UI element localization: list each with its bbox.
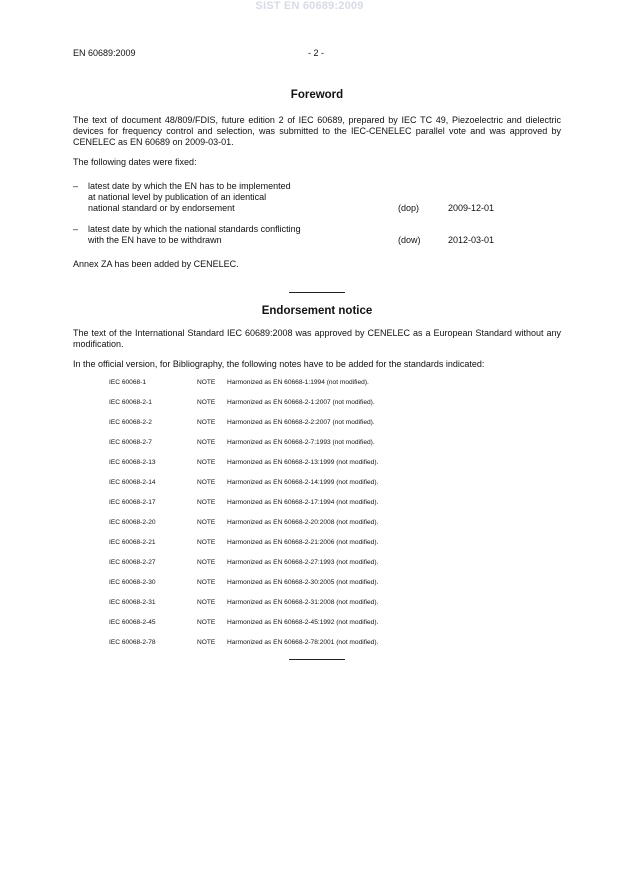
date-description [88, 224, 328, 246]
note-label: NOTE [197, 619, 216, 626]
page-number: - 2 - [307, 48, 324, 58]
dates-intro: The following dates were fixed: [73, 157, 197, 167]
note-row [109, 399, 561, 419]
note-text: Harmonized as EN 60668-2-27:1993 (not modified). [227, 559, 379, 566]
note-label: NOTE [197, 379, 216, 386]
note-label: NOTE [197, 419, 216, 426]
standard-ref: IEC 60068-2-30 [109, 579, 156, 586]
date-item-dow [73, 224, 561, 246]
note-row [109, 479, 561, 499]
date-description [88, 181, 328, 214]
note-label: NOTE [197, 599, 216, 606]
note-row [109, 639, 561, 659]
note-row [109, 459, 561, 479]
note-text: Harmonized as EN 60668-2-30:2005 (not modified). [227, 579, 379, 586]
standard-ref: IEC 60068-2-78 [109, 639, 156, 646]
note-label: NOTE [197, 499, 216, 506]
date-item-dop [73, 181, 561, 214]
note-text: Harmonized as EN 60668-2-21:2006 (not modified). [227, 539, 379, 546]
standard-ref: IEC 60068-2-14 [109, 479, 156, 486]
note-text: Harmonized as EN 60668-2-45:1992 (not modified). [227, 619, 379, 626]
date-line: at national level by publication of an identical [88, 192, 267, 202]
section-divider [289, 292, 345, 293]
note-row [109, 599, 561, 619]
notes-list [109, 379, 561, 659]
standard-ref: IEC 60068-2-7 [109, 439, 152, 446]
note-row [109, 419, 561, 439]
standard-ref: IEC 60068-2-13 [109, 459, 156, 466]
note-text: Harmonized as EN 60668-2-20:2008 (not modified). [227, 519, 379, 526]
standard-ref: IEC 60068-2-31 [109, 599, 156, 606]
foreword-paragraph: The text of document 48/809/FDIS, future edition 2 of IEC 60689, prepared by IEC TC 49, Piezoelectric and dielectric devices for frequency control and selection, was submitted to the IEC-CENELEC parallel vote and was approved by CENELEC as EN 60689 on 2009-03-01. [73, 115, 561, 147]
date-abbreviation: (dow) [398, 235, 421, 245]
dash-bullet: – [73, 181, 79, 191]
endorsement-paragraph: The text of the International Standard IEC 60689:2008 was approved by CENELEC as a European Standard without any modification. [73, 328, 561, 349]
foreword-title: Foreword [290, 89, 344, 101]
page-content [73, 88, 561, 660]
note-row [109, 619, 561, 639]
bibliography-intro: In the official version, for Bibliography, the following notes have to be added for the standards indicated: [73, 359, 485, 369]
standard-ref: IEC 60068-2-21 [109, 539, 156, 546]
note-text: Harmonized as EN 60668-2-2:2007 (not modified). [227, 419, 375, 426]
note-text: Harmonized as EN 60668-2-17:1994 (not modified). [227, 499, 379, 506]
standard-ref: IEC 60068-1 [109, 379, 147, 386]
note-label: NOTE [197, 519, 216, 526]
note-label: NOTE [197, 459, 216, 466]
note-row [109, 539, 561, 559]
note-label: NOTE [197, 559, 216, 566]
standard-ref: IEC 60068-2-17 [109, 499, 156, 506]
watermark: SIST EN 60689:2009 [255, 0, 364, 12]
date-abbreviation: (dop) [398, 203, 420, 213]
annex-note: Annex ZA has been added by CENELEC. [73, 259, 239, 269]
note-text: Harmonized as EN 60668-1:1994 (not modified). [227, 379, 369, 386]
standard-ref: IEC 60068-2-45 [109, 619, 156, 626]
note-text: Harmonized as EN 60668-2-7:1993 (not modified). [227, 439, 375, 446]
note-text: Harmonized as EN 60668-2-13:1999 (not modified). [227, 459, 379, 466]
note-label: NOTE [197, 399, 216, 406]
note-label: NOTE [197, 479, 216, 486]
note-row [109, 579, 561, 599]
standard-ref: IEC 60068-2-2 [109, 419, 152, 426]
document-id: EN 60689:2009 [73, 48, 136, 58]
endorsement-title: Endorsement notice [261, 305, 373, 317]
date-line: latest date by which the national standards conflicting [88, 224, 301, 234]
date-line: latest date by which the EN has to be implemented [88, 181, 291, 191]
dash-bullet: – [73, 224, 79, 234]
date-line: national standard or by endorsement [88, 203, 235, 213]
note-row [109, 499, 561, 519]
note-label: NOTE [197, 579, 216, 586]
note-text: Harmonized as EN 60668-2-78:2001 (not modified). [227, 639, 379, 646]
note-row [109, 439, 561, 459]
note-text: Harmonized as EN 60668-2-14:1999 (not modified). [227, 479, 379, 486]
date-value: 2009-12-01 [448, 203, 495, 213]
note-row [109, 519, 561, 539]
note-label: NOTE [197, 439, 216, 446]
note-text: Harmonized as EN 60668-2-31:2008 (not modified). [227, 599, 379, 606]
section-divider [289, 659, 345, 660]
note-row [109, 559, 561, 579]
note-label: NOTE [197, 539, 216, 546]
note-text: Harmonized as EN 60668-2-1:2007 (not modified). [227, 399, 375, 406]
date-line: with the EN have to be withdrawn [88, 235, 222, 245]
note-row [109, 379, 561, 399]
standard-ref: IEC 60068-2-20 [109, 519, 156, 526]
standard-ref: IEC 60068-2-1 [109, 399, 152, 406]
standard-ref: IEC 60068-2-27 [109, 559, 156, 566]
date-value: 2012-03-01 [448, 235, 495, 245]
note-label: NOTE [197, 639, 216, 646]
